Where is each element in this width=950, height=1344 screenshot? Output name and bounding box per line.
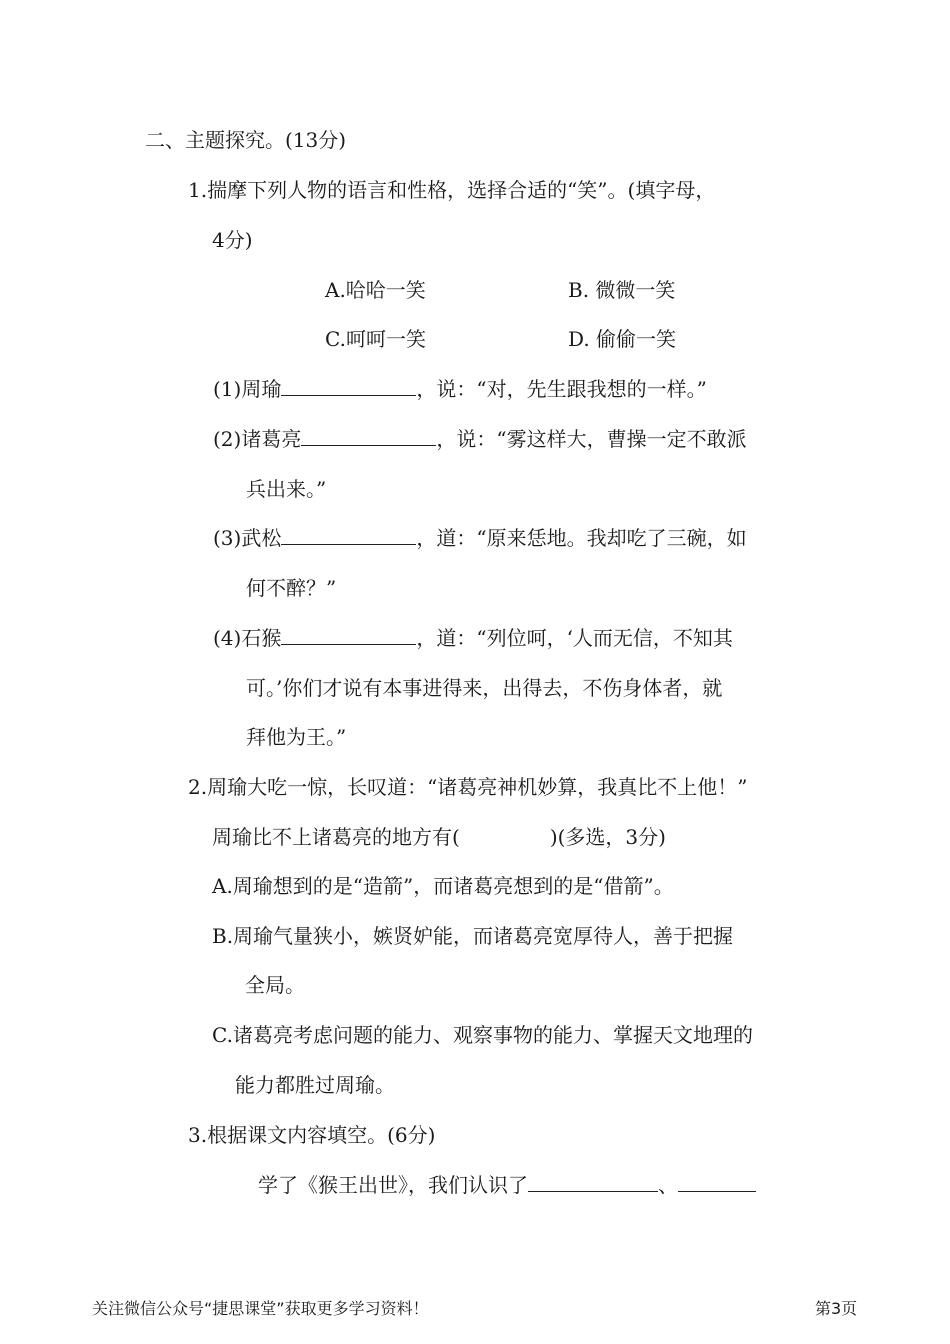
item-suffix: ，道：“列位呵，‘人而无信，不知其	[416, 626, 733, 650]
option-a: A.哈哈一笑	[325, 278, 426, 302]
q1-line1: 1.揣摩下列人物的语言和性格，选择合适的“笑”。(填字母，	[188, 178, 716, 202]
item-suffix: ，说：“对，先生跟我想的一样。”	[416, 377, 707, 401]
option-d: D. 偷偷一笑	[568, 327, 677, 351]
footer-note: 关注微信公众号“捷思课堂”获取更多学习资料！	[92, 1299, 429, 1318]
q2-option-b: B.周瑜气量狭小，嫉贤妒能，而诸葛亮宽厚待人，善于把握	[212, 924, 734, 948]
item-prefix: (2)诸葛亮	[213, 427, 302, 451]
q2-option-b-cont: 全局。	[245, 973, 305, 997]
q1-item-4	[213, 624, 733, 652]
q2-option-a: A.周瑜想到的是“造箭”，而诸葛亮想到的是“借箭”。	[212, 874, 674, 898]
q2-option-c: C.诸葛亮考虑问题的能力、观察事物的能力、掌握天文地理的	[212, 1023, 753, 1047]
q3-separator: 、	[658, 1173, 678, 1197]
section-heading: 二、主题探究。(13分)	[145, 128, 347, 152]
q1-item-4-cont: 可。’你们才说有本事进得来，出得去，不伤身体者，就	[246, 676, 723, 700]
answer-blank[interactable]	[678, 1171, 756, 1192]
answer-blank[interactable]	[281, 624, 416, 645]
q3-line2-start: 学了《猴王出世》，我们认识了	[258, 1173, 528, 1197]
answer-blank[interactable]	[281, 375, 416, 396]
q1-item-1	[213, 375, 707, 403]
q1-item-4-cont2: 拜他为王。”	[246, 725, 347, 749]
item-prefix: (4)石猴	[213, 626, 282, 650]
q2-option-c-cont: 能力都胜过周瑜。	[235, 1073, 395, 1097]
item-prefix: (3)武松	[213, 526, 282, 550]
q3-line1: 3.根据课文内容填空。(6分)	[188, 1123, 436, 1147]
q1-line2: 4分)	[212, 228, 253, 252]
q1-item-2-cont: 兵出来。”	[246, 477, 327, 501]
item-suffix: ，说：“雾这样大，曹操一定不敢派	[436, 427, 747, 451]
q2-line2	[212, 823, 666, 851]
q2-line1: 2.周瑜大吃一惊，长叹道：“诸葛亮神机妙算，我真比不上他！”	[188, 775, 748, 799]
q3-line2	[258, 1171, 756, 1199]
option-b: B. 微微一笑	[568, 278, 676, 302]
item-prefix: (1)周瑜	[213, 377, 282, 401]
q1-item-3	[213, 524, 747, 552]
answer-blank[interactable]	[301, 425, 436, 446]
q1-item-2	[213, 425, 747, 453]
option-c: C.呵呵一笑	[325, 327, 426, 351]
q2-line2-start: 周瑜比不上诸葛亮的地方有(	[212, 825, 460, 849]
page-number: 第3页	[815, 1299, 858, 1318]
answer-blank[interactable]	[281, 524, 416, 545]
answer-blank[interactable]	[528, 1171, 658, 1192]
item-suffix: ，道：“原来恁地。我却吃了三碗，如	[416, 526, 747, 550]
q1-item-3-cont: 何不醉？”	[246, 576, 337, 600]
q2-line2-end: )(多选，3分)	[549, 825, 666, 849]
